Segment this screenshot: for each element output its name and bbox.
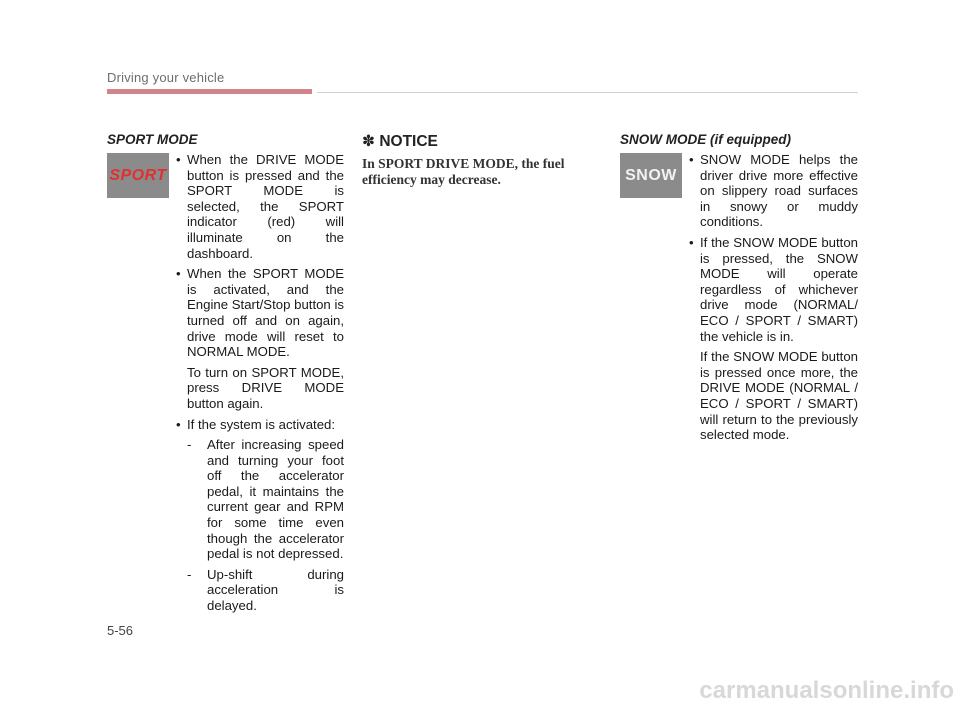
list-item-note: To turn on SPORT MODE, press DRIVE MODE button again. <box>187 364 344 411</box>
notice-title-label: NOTICE <box>379 133 438 150</box>
notice-title <box>362 132 438 151</box>
list-item: • When the DRIVE MODE button is pressed and the SPORT MODE is selected, the SPORT indicator (red) will illuminate on the dashboard. <box>176 152 344 261</box>
list-item: • If the SNOW MODE button is pressed, the SNOW MODE will operate regardless of whichever drive mode (NORMAL/ ECO / SPORT / SMART) the vehicle is in. <box>689 234 858 344</box>
bullet-icon: • <box>689 234 694 250</box>
bullet-icon: • <box>689 152 694 167</box>
list-item: • If the system is activated: <box>176 416 336 432</box>
list-item: • SNOW MODE helps the driver drive more effective on slippery road surfaces in snowy or muddy conditions. <box>689 152 858 230</box>
notice-star-icon: ✽ <box>362 133 375 150</box>
bullet-icon: • <box>176 152 181 167</box>
bullet-icon: • <box>176 266 181 282</box>
header-rule <box>317 92 858 93</box>
list-item-note: If the SNOW MODE button is pressed once more, the DRIVE MODE (NORMAL / ECO / SPORT / SMART) will return to the previously selected mode. <box>700 349 858 443</box>
sport-mode-title: SPORT MODE <box>107 132 198 147</box>
snow-mode-text <box>684 152 858 443</box>
snow-mode-badge: SNOW <box>620 153 682 198</box>
sub-list-item: - Up-shift during acceleration is delayed. <box>187 566 344 614</box>
header-title: Driving your vehicle <box>107 70 225 85</box>
page-number: 5-56 <box>107 623 134 638</box>
list-item: • When the SPORT MODE is activated, and the Engine Start/Stop button is turned off and on again, drive mode will reset to NORMAL MODE. <box>176 266 344 360</box>
sport-mode-text <box>171 152 344 614</box>
notice-text: In SPORT DRIVE MODE, the fuel efficiency may decrease. <box>362 156 565 187</box>
sub-list-item: - After increasing speed and turning your foot off the accelerator pedal, it maintains the current gear and RPM for some time even though the accelerator pedal is not depressed. <box>187 437 344 562</box>
sport-mode-badge: SPORT <box>107 153 169 198</box>
watermark: carmanualsonline.info <box>699 677 954 704</box>
dash-icon: - <box>187 566 192 582</box>
header-rule-accent <box>107 89 312 94</box>
bullet-icon: • <box>176 416 181 432</box>
dash-icon: - <box>187 437 192 453</box>
snow-mode-title: SNOW MODE (if equipped) <box>620 132 791 147</box>
